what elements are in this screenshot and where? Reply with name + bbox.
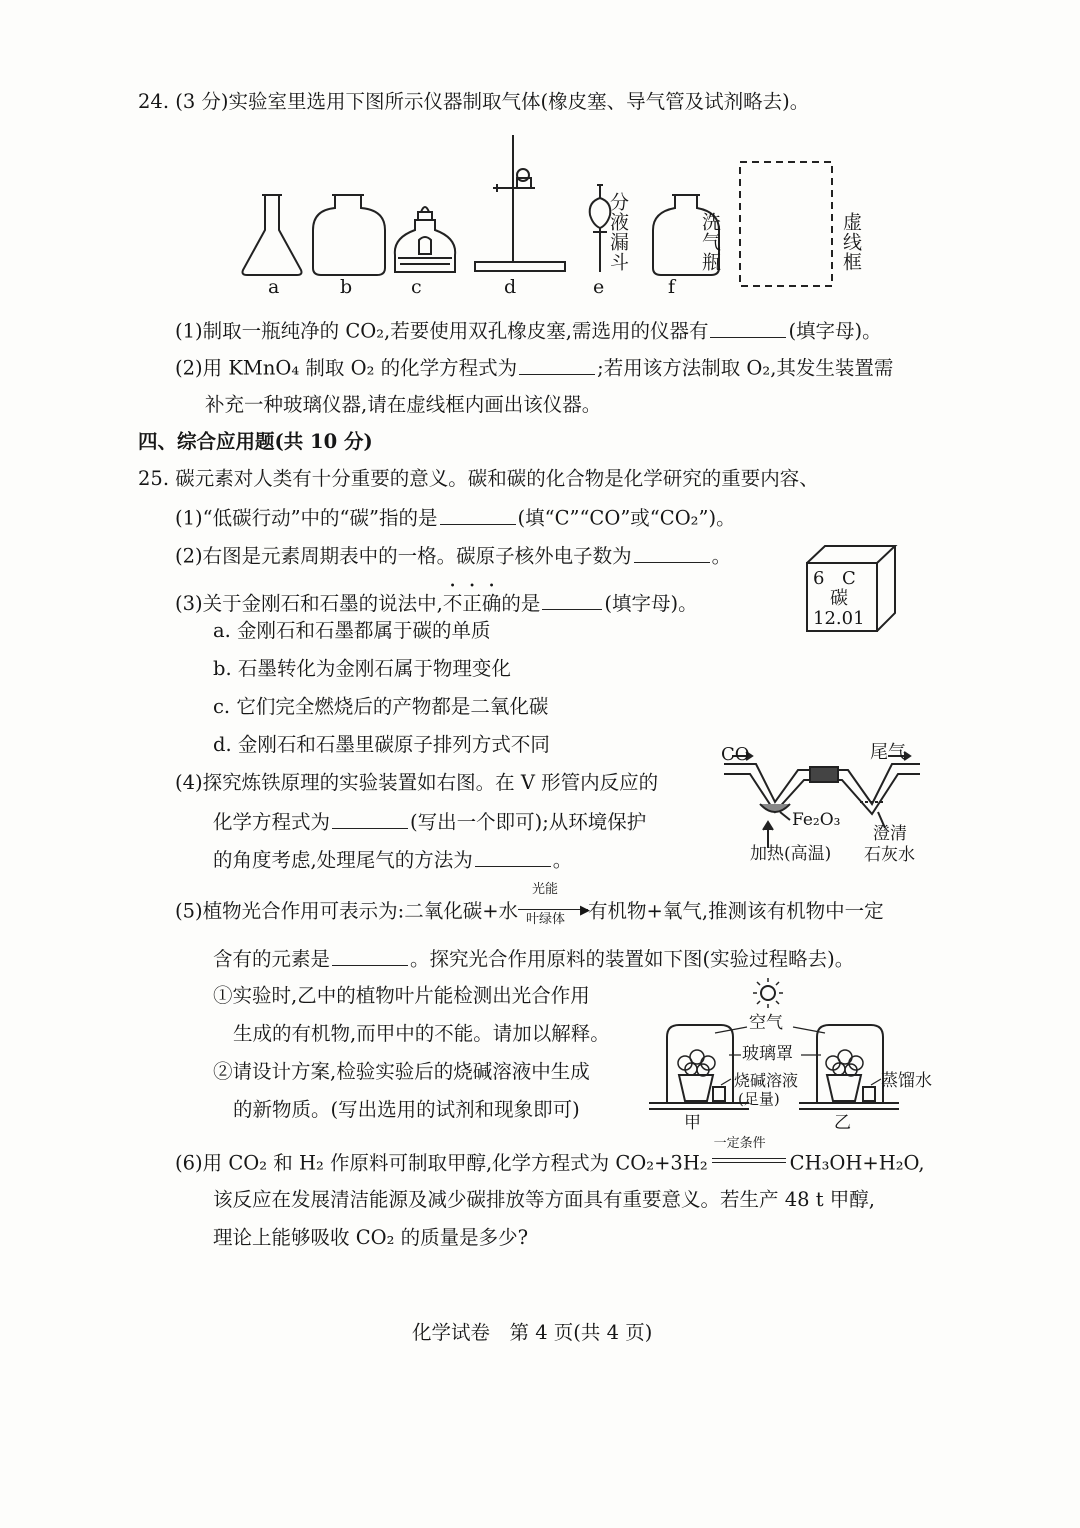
naoh-label: 烧碱溶液 — [734, 1071, 799, 1090]
section-heading: 四、综合应用题(共 10 分) — [138, 430, 373, 453]
answer-blank[interactable] — [519, 355, 595, 375]
q25-part5-s2b: 的新物质。(写出选用的试剂和现象即可) — [233, 1098, 580, 1121]
q25-part5-s1a: ①实验时,乙中的植物叶片能检测出光合作用 — [213, 984, 590, 1007]
answer-blank[interactable] — [332, 946, 408, 966]
heat-label: 加热(高温) — [750, 844, 832, 864]
sun-icon — [761, 986, 775, 1000]
option-c: c. 它们完全燃烧后的产物都是二氧化碳 — [213, 695, 549, 718]
label-e: e — [593, 276, 605, 298]
yi-label: 乙 — [834, 1113, 851, 1133]
iron-stand-d — [475, 135, 565, 271]
dashed-box-label: 虚线框 — [840, 212, 862, 272]
option-b: b. 石墨转化为金刚石属于物理变化 — [213, 657, 511, 680]
label-f: f — [668, 276, 676, 298]
page-footer: 化学试卷 第 4 页(共 4 页) — [412, 1321, 653, 1344]
tail-gas-label: 尾气 — [870, 742, 906, 763]
air-label: 空气 — [749, 1013, 783, 1033]
conical-flask-a — [243, 195, 302, 275]
jia-label: 甲 — [684, 1113, 701, 1133]
q25-part5-s2a: ②请设计方案,检验实验后的烧碱溶液中生成 — [213, 1060, 590, 1083]
q24-part2-cont: 补充一种玻璃仪器,请在虚线框内画出该仪器。 — [205, 393, 602, 416]
enough-label: (足量) — [738, 1090, 780, 1108]
label-b: b — [340, 276, 353, 298]
answer-blank[interactable] — [332, 809, 408, 829]
q25-part5-s1b: 生成的有机物,而甲中的不能。请加以解释。 — [233, 1022, 610, 1045]
q25-part6-l1: (6)用 CO₂ 和 H₂ 作原料可制取甲醇,化学方程式为 CO₂+3H₂ 一定条件 CH₃OH+H₂O, — [175, 1136, 925, 1175]
option-a: a. 金刚石和石墨都属于碳的单质 — [213, 619, 491, 642]
element-name: 碳 — [830, 588, 848, 609]
alcohol-lamp-c — [395, 207, 455, 272]
answer-blank[interactable] — [542, 590, 602, 610]
q24-part2: (2)用 KMnO₄ 制取 O₂ 的化学方程式为 ;若用该方法制取 O₂,其发生装置需 — [175, 356, 894, 380]
limewater-label-2: 石灰水 — [864, 845, 915, 865]
q25-part3: (3)关于金刚石和石墨的说法中,不正确的是 (填字母)。 — [175, 592, 698, 615]
apparatus-figure — [235, 130, 875, 305]
label-a: a — [268, 276, 280, 298]
limewater-label-1: 澄清 — [873, 824, 907, 844]
q25-part4-l2: 化学方程式为 (写出一个即可);从环境保护 — [213, 810, 647, 834]
q24-part1: (1)制取一瓶纯净的 CO₂,若要使用双孔橡皮塞,需选用的仪器有 (填字母)。 — [175, 319, 882, 343]
q24-title: 24. (3 分)实验室里选用下图所示仪器制取气体(橡皮塞、导气管及试剂略去)。 — [138, 90, 810, 113]
q25-part2: (2)右图是元素周期表中的一格。碳原子核外电子数为 。 — [175, 544, 732, 568]
equation-sign: 一定条件 — [712, 1150, 786, 1170]
element-number: 6 — [813, 568, 825, 589]
glass-cover-label: 玻璃罩 — [742, 1044, 793, 1064]
distilled-water-label: 蒸馏水 — [881, 1071, 932, 1091]
answer-blank[interactable] — [440, 505, 516, 525]
q25-part6-l2: 该反应在发展清洁能源及减少碳排放等方面具有重要意义。若生产 48 t 甲醇, — [213, 1188, 875, 1211]
q25-part5-l1: (5)植物光合作用可表示为:二氧化碳+水 光能 ▶ 叶绿体 有机物+氧气,推测该有机物中一定 — [175, 882, 884, 927]
answer-blank[interactable] — [710, 318, 786, 338]
q25-part6-l3: 理论上能够吸收 CO₂ 的质量是多少? — [213, 1226, 529, 1249]
q25-part4-l3: 的角度考虑,处理尾气的方法为 。 — [213, 848, 573, 872]
q25-title: 25. 碳元素对人类有十分重要的意义。碳和碳的化合物是化学研究的重要内容、 — [138, 467, 819, 490]
option-d: d. 金刚石和石墨里碳原子排列方式不同 — [213, 733, 550, 756]
answer-blank[interactable] — [634, 543, 710, 563]
label-c: c — [411, 276, 422, 298]
q25-part1: (1)“低碳行动”中的“碳”指的是 (填“C”“CO”或“CO₂”)。 — [175, 506, 736, 530]
wash-bottle-label: 洗气瓶 — [699, 212, 721, 272]
funnel-label: 分液漏斗 — [607, 192, 629, 272]
answer-blank[interactable] — [475, 847, 551, 867]
element-mass: 12.01 — [813, 608, 865, 629]
q25-part4-l1: (4)探究炼铁原理的实验装置如右图。在 V 形管内反应的 — [175, 771, 659, 794]
co-label: CO — [721, 744, 750, 765]
bottle-b — [313, 195, 385, 275]
q25-part5-l2: 含有的元素是 。探究光合作用原料的装置如下图(实验过程略去)。 — [213, 947, 855, 971]
fe2o3-label: Fe₂O₃ — [792, 810, 841, 830]
element-symbol: C — [842, 568, 856, 589]
reaction-arrow: 光能 ▶ 叶绿体 — [518, 898, 588, 918]
label-d: d — [504, 276, 517, 298]
dashed-box — [740, 162, 832, 286]
